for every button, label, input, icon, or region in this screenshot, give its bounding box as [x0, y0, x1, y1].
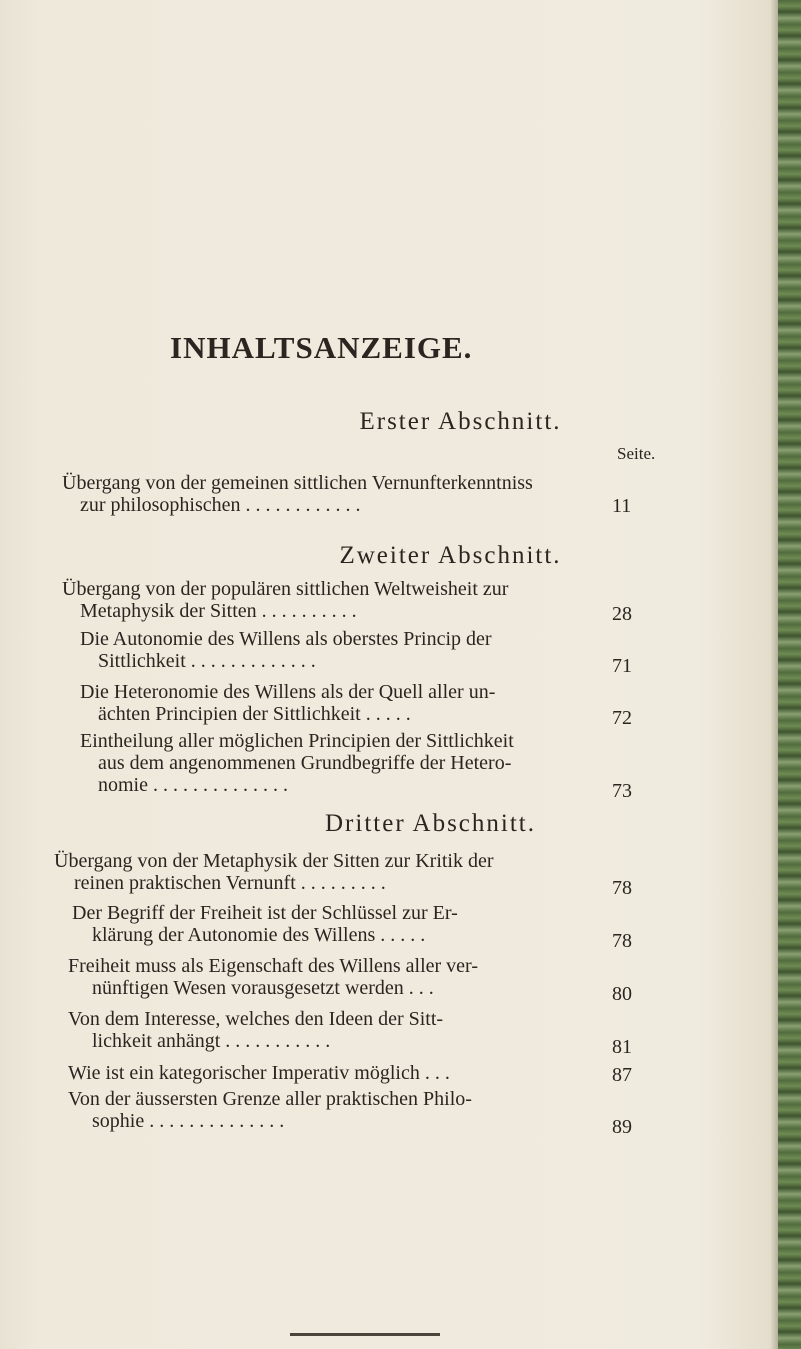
page-number: 78: [612, 877, 632, 899]
page-number: 81: [612, 1036, 632, 1058]
seite-label: Seite.: [617, 444, 656, 463]
page-number: 11: [612, 495, 632, 517]
entry-line: Übergang von der populären sittlichen Weltweisheit zur: [62, 578, 509, 600]
page-number: 73: [612, 780, 632, 802]
section-heading-3: Dritter Abschnitt.: [325, 810, 536, 837]
entry-line: Freiheit muss als Eigenschaft des Willens aller ver-: [68, 955, 478, 977]
toc-entry: [72, 902, 458, 946]
entry-line: Wie ist ein kategorischer Imperativ möglich . . .: [68, 1062, 450, 1084]
entry-line: lichkeit anhängt . . . . . . . . . . .: [92, 1030, 331, 1052]
toc-entry: [80, 628, 492, 672]
entry-line: nomie . . . . . . . . . . . . . .: [98, 774, 288, 796]
decorative-rule: [290, 1333, 440, 1336]
entry-line: Der Begriff der Freiheit ist der Schlüssel zur Er-: [72, 902, 458, 924]
toc-entry: [68, 1062, 450, 1084]
page-number: 71: [612, 655, 632, 677]
page-number: 28: [612, 603, 632, 625]
section-heading-2: Zweiter Abschnitt.: [339, 542, 562, 569]
entry-line: nünftigen Wesen vorausgesetzt werden . . .: [92, 977, 434, 999]
page-title: INHALTSANZEIGE.: [170, 330, 473, 365]
page-number: 89: [612, 1116, 632, 1138]
entry-line: Metaphysik der Sitten . . . . . . . . . .: [80, 600, 357, 622]
page-number: 72: [612, 707, 632, 729]
entry-line: klärung der Autonomie des Willens . . . . .: [92, 924, 426, 946]
toc-entry: [68, 1008, 443, 1052]
toc-entry: [80, 681, 495, 725]
entry-line: Von dem Interesse, welches den Ideen der Sitt-: [68, 1008, 444, 1030]
entry-line: sophie . . . . . . . . . . . . . .: [92, 1110, 285, 1132]
toc-entry: [68, 1088, 472, 1132]
toc-entry: [62, 472, 533, 516]
entry-line: Die Heteronomie des Willens als der Quell aller un-: [80, 681, 496, 703]
page-number: 87: [612, 1064, 632, 1086]
section-heading-1: Erster Abschnitt.: [359, 408, 562, 435]
page-number: 80: [612, 983, 632, 1005]
entry-line: zur philosophischen . . . . . . . . . . . .: [80, 494, 361, 516]
toc-entry: [62, 578, 508, 622]
toc-entry: [80, 730, 514, 796]
page-number: 78: [612, 930, 632, 952]
entry-line: Übergang von der Metaphysik der Sitten zur Kritik der: [54, 850, 494, 872]
entry-line: Übergang von der gemeinen sittlichen Vernunfterkenntniss: [62, 472, 533, 494]
toc-entry: [54, 850, 494, 894]
entry-line: Die Autonomie des Willens als oberstes Princip der: [80, 628, 492, 650]
entry-line: aus dem angenommenen Grundbegriffe der Hetero-: [98, 752, 512, 774]
entry-line: Von der äussersten Grenze aller praktischen Philo-: [68, 1088, 472, 1110]
entry-line: Eintheilung aller möglichen Principien der Sittlichkeit: [80, 730, 514, 752]
entry-line: ächten Principien der Sittlichkeit . . . . .: [98, 703, 411, 725]
book-edge: [778, 0, 801, 1349]
entry-line: reinen praktischen Vernunft . . . . . . . . .: [74, 872, 386, 894]
toc-entry: [68, 955, 478, 999]
entry-line: Sittlichkeit . . . . . . . . . . . . .: [98, 650, 316, 672]
